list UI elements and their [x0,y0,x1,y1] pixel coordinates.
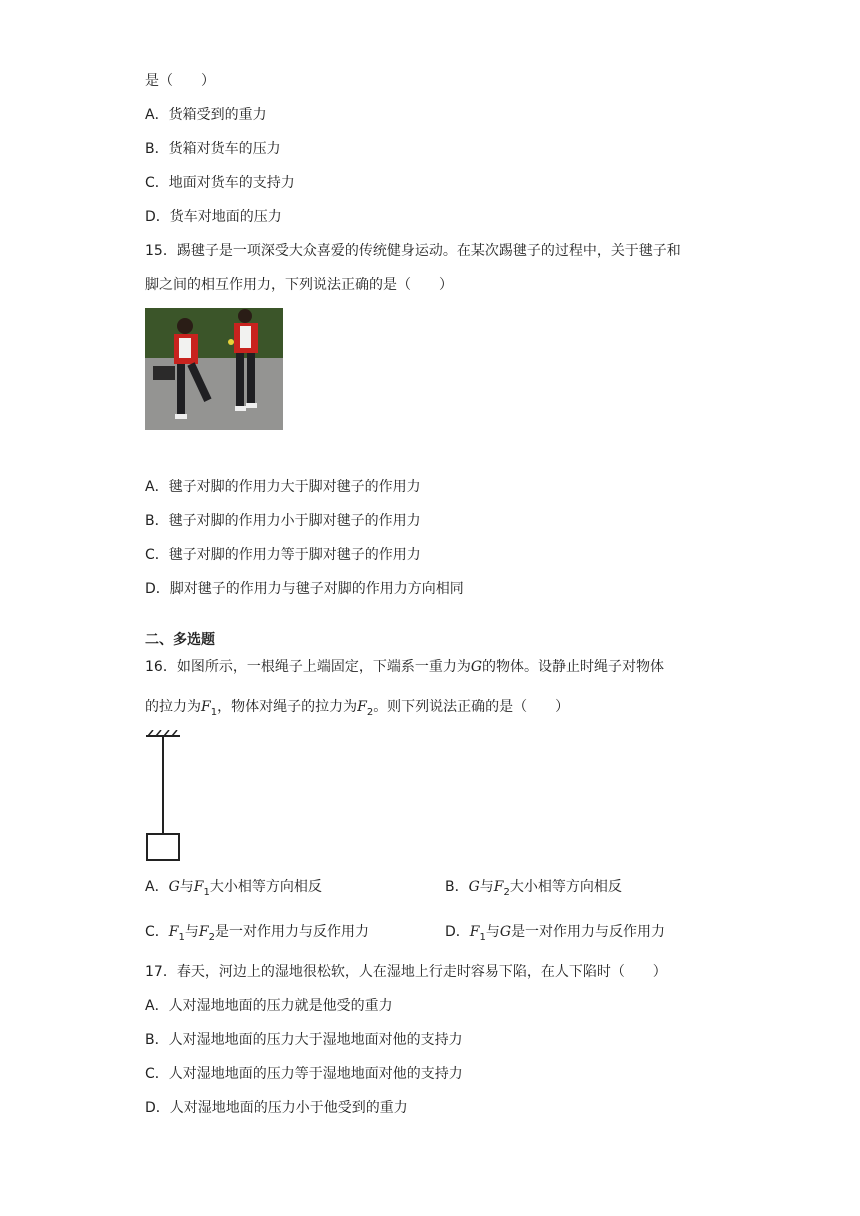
q17-stem: 17．春天，河边上的湿地很松软，人在湿地上行走时容易下陷，在人下陷时（ ） [145,964,667,980]
var-g: G [168,879,180,895]
var-f2: F [357,699,367,715]
q17-option-b: B．人对湿地地面的压力大于湿地地面对他的支持力 [145,1032,463,1048]
q16-stem-part1: 16．如图所示，一根绳子上端固定，下端系一重力为 [145,659,471,675]
q14-option-a: A．货箱受到的重力 [145,107,267,123]
q16-stem-line2 [145,697,569,723]
q16-stem-part2: 的物体。设静止时绳子对物体 [482,659,665,675]
var-f2: F [493,879,504,895]
q16-option-a [145,877,322,903]
sub-2: 2 [366,706,374,718]
hanging-block [147,834,179,860]
opt-b-mid: 与 [479,879,494,895]
var-g: G [468,879,480,895]
opt-b-prefix: B． [445,879,469,895]
sub-1: 1 [178,931,185,943]
q17-option-a: A．人对湿地地面的压力就是他受的重力 [145,998,393,1014]
q15-stem-line1: 15．踢毽子是一项深受大众喜爱的传统健身运动。在某次踢毽子的过程中，关于毽子和 [145,243,681,259]
var-f1: F [168,924,179,940]
q15-option-d: D．脚对毽子的作用力与毽子对脚的作用力方向相同 [145,581,464,597]
opt-c-prefix: C． [145,924,169,940]
opt-d-prefix: D． [445,924,470,940]
opt-b-end: 大小相等方向相反 [509,879,622,895]
photo-illustration [145,308,283,430]
var-f1: F [193,879,204,895]
q14-stem-end: 是（ ） [145,73,215,89]
sub-2: 2 [503,886,510,898]
q16-stem-part5: 。则下列说法正确的是（ ） [373,699,570,715]
q16-stem-line1 [145,657,664,677]
shuttlecock-kicking-photo [145,308,283,430]
q16-stem-part4: ，物体对绳子的拉力为 [217,699,358,715]
q16-option-d [445,922,665,948]
sub-2: 2 [208,931,215,943]
q17-option-d: D．人对湿地地面的压力小于他受到的重力 [145,1100,408,1116]
q14-option-c: C．地面对货车的支持力 [145,175,295,191]
sub-1: 1 [210,706,218,718]
q17-option-c: C．人对湿地地面的压力等于湿地地面对他的支持力 [145,1066,463,1082]
opt-d-end: 是一对作用力与反作用力 [511,924,666,940]
var-f2: F [198,924,209,940]
q15-stem-line2: 脚之间的相互作用力，下列说法正确的是（ ） [145,277,453,293]
opt-c-mid: 与 [184,924,199,940]
q16-option-c [145,922,369,948]
var-f1: F [201,699,211,715]
q15-option-c: C．毽子对脚的作用力等于脚对毽子的作用力 [145,547,421,563]
q14-option-b: B．货箱对货车的压力 [145,141,281,157]
opt-d-mid: 与 [485,924,500,940]
section-title-multi-choice: 二、多选题 [145,632,215,648]
q15-option-a: A．毽子对脚的作用力大于脚对毽子的作用力 [145,479,421,495]
opt-a-mid: 与 [179,879,194,895]
q15-option-b: B．毽子对脚的作用力小于脚对毽子的作用力 [145,513,421,529]
q16-stem-part3: 的拉力为 [145,699,201,715]
var-g: G [470,659,483,675]
var-f1: F [469,924,480,940]
opt-a-prefix: A． [145,879,169,895]
sub-1: 1 [203,886,210,898]
var-g: G [499,924,512,940]
q16-option-b [445,877,622,903]
sub-1: 1 [479,931,486,943]
rope-diagram [144,730,184,865]
opt-c-end: 是一对作用力与反作用力 [214,924,369,940]
q14-option-d: D．货车对地面的压力 [145,209,282,225]
opt-a-end: 大小相等方向相反 [209,879,322,895]
shuttlecock [228,339,234,345]
